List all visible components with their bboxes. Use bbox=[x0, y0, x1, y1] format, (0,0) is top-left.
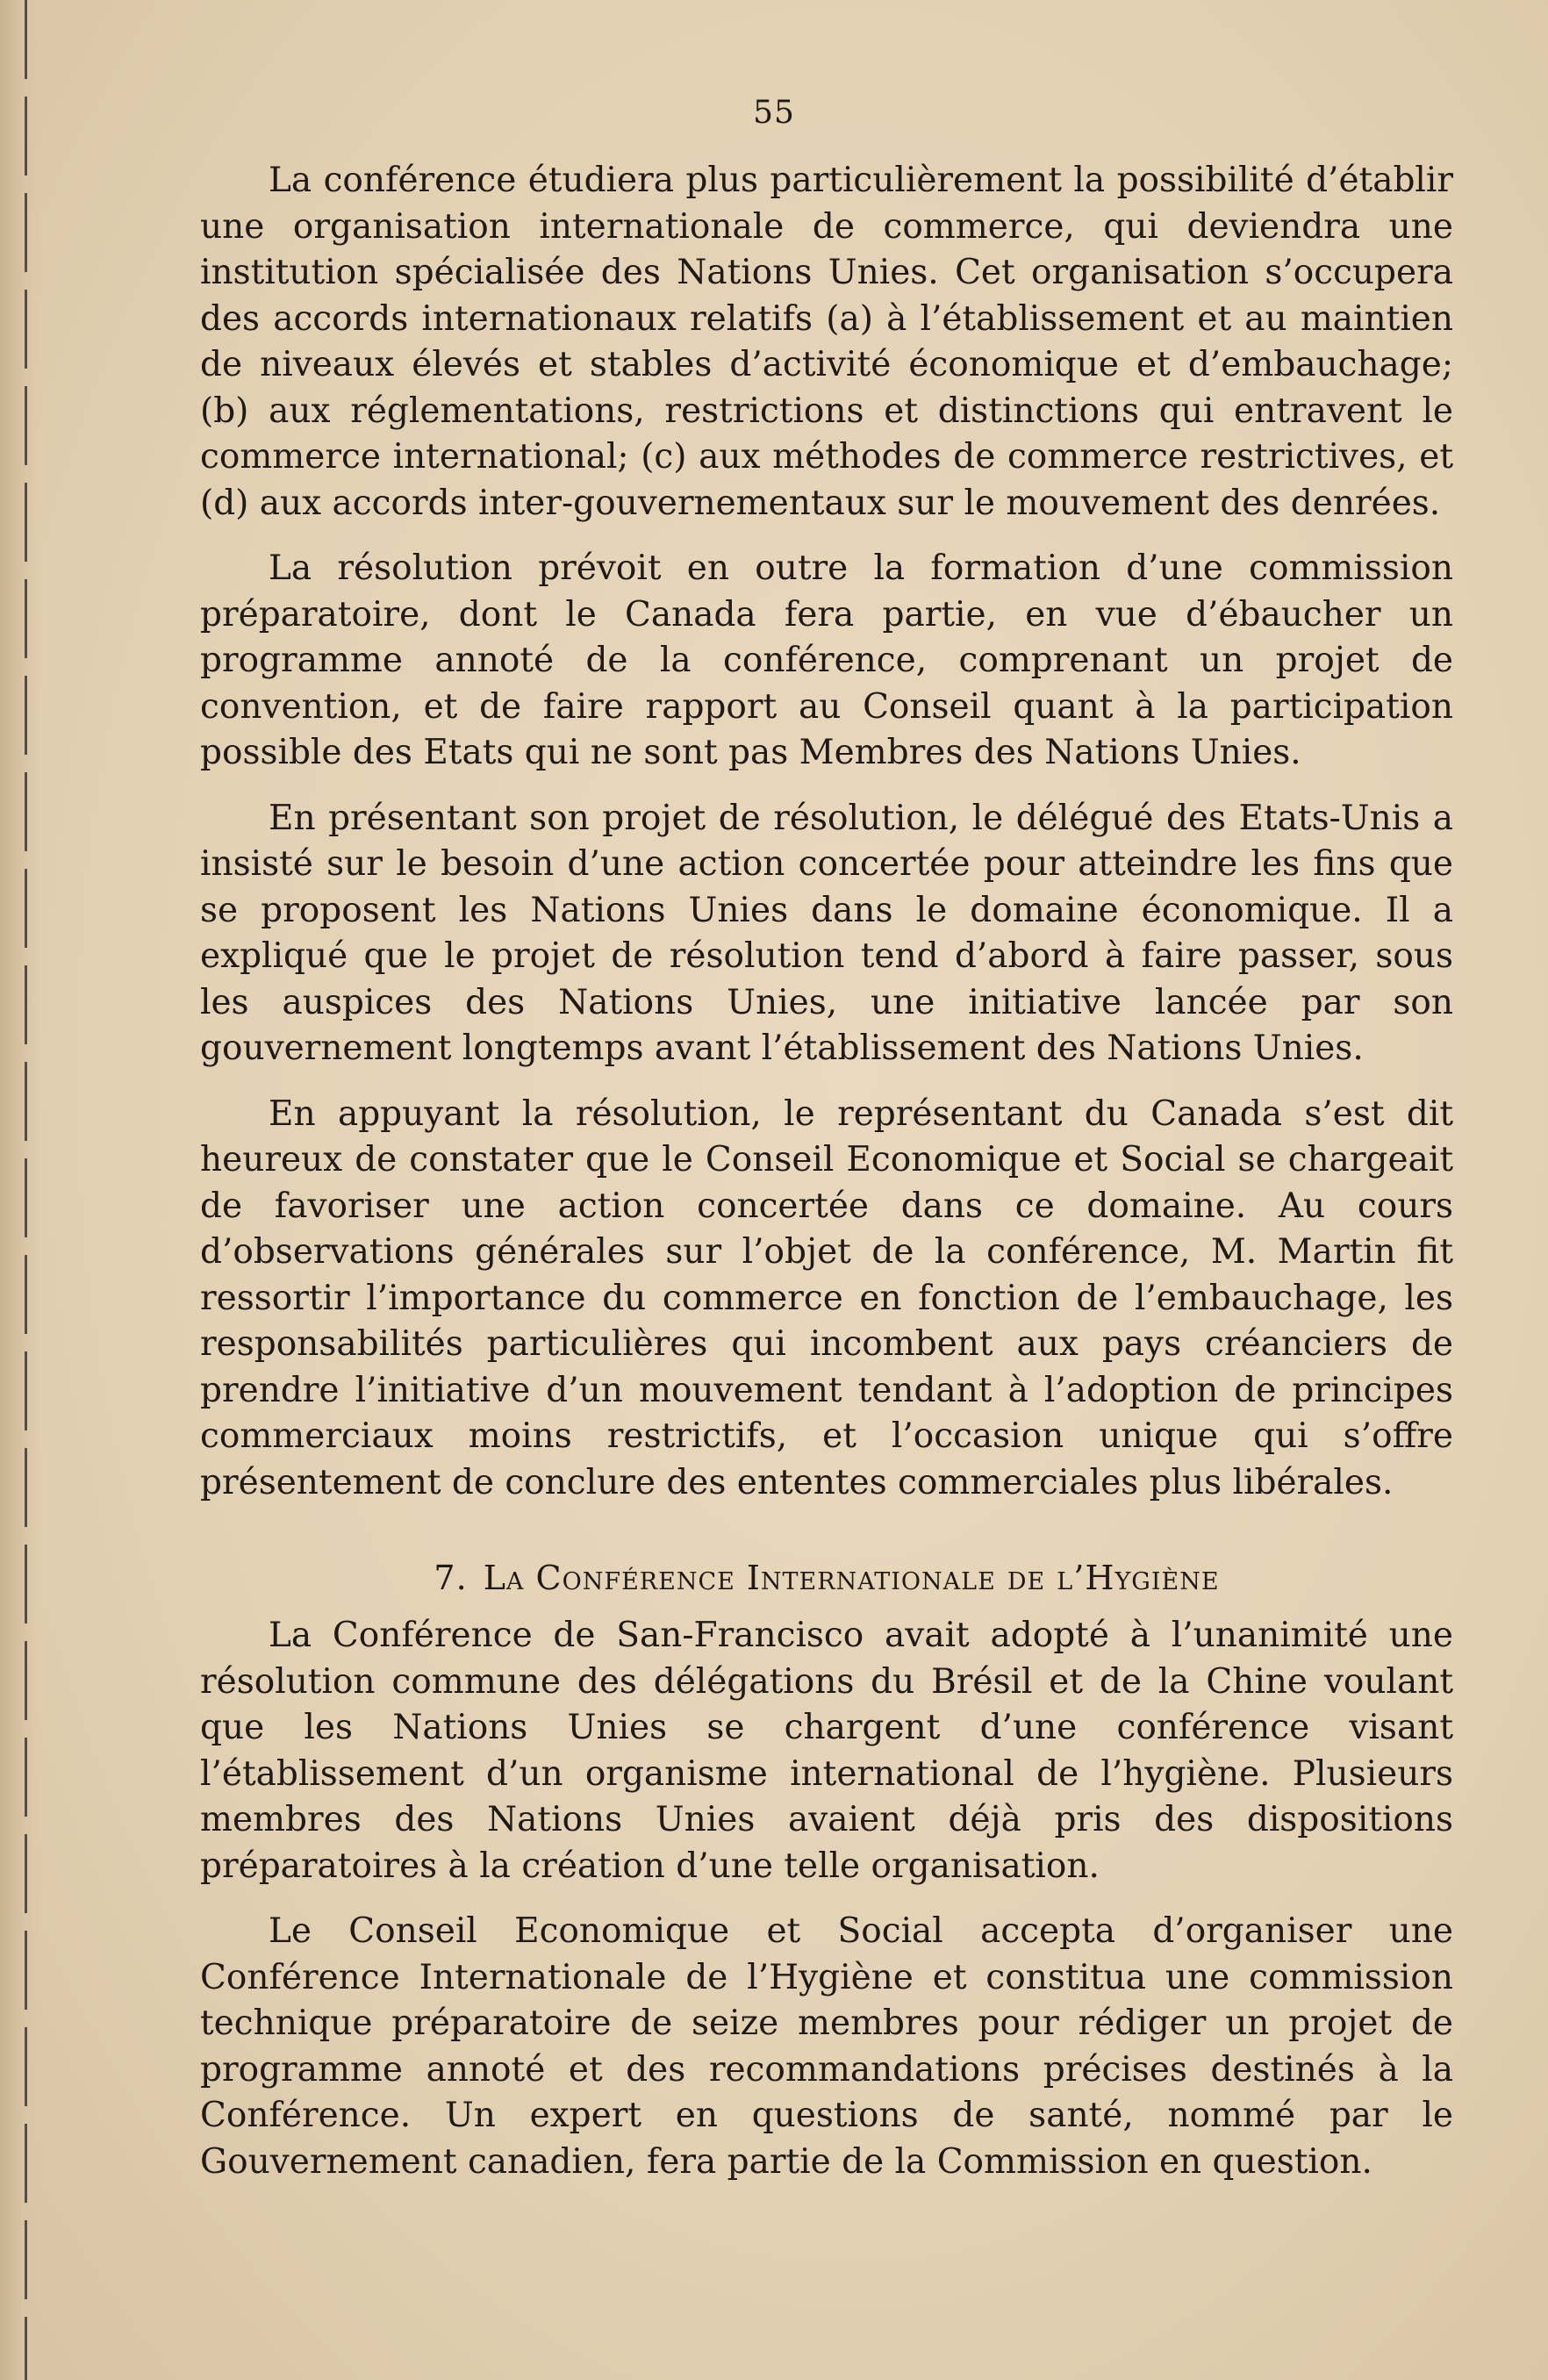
section-heading bbox=[200, 1555, 1453, 1601]
section-title: La Conférence Internationale de l’Hygiène bbox=[483, 1559, 1220, 1597]
paragraph-canada-representative: En appuyant la résolution, le représentant du Canada s’est dit heureux de constater que le Conseil Economique et Social se chargeait de favoriser une action concertée dans ce domaine. Au cours d’observations générales sur l’objet de la conférence, M. Martin fit ressortir l’importance du commerce en fonction de l’embauchage, les responsabilités particulières qui incombent aux pays créanciers de prendre l’initiative d’un mouvement tendant à l’adoption de principes commerciaux moins restrictifs, et l’occasion unique qui s’offre présentement de conclure des ententes commerciales plus libérales. bbox=[200, 1093, 1453, 1502]
paragraph-us-delegate: En présentant son projet de résolution, le délégué des Etats-Unis a insisté sur le besoin d’une action concertée pour atteindre les fins que se proposent les Nations Unies dans le domaine économique. Il a expliqué que le projet de résolution tend d’abord à faire passer, sous les auspices des Nations Unies, une initiative lancée par son gouvernement longtemps avant l’établissement des Nations Unies. bbox=[200, 798, 1453, 1068]
page-number: 55 bbox=[753, 95, 795, 131]
body-text bbox=[200, 158, 1453, 2204]
paragraph-preparatory-commission: La résolution prévoit en outre la formation d’une commission préparatoire, dont le Canada fera partie, en vue d’ébaucher un programme annoté de la conférence, comprenant un projet de convention, et de faire rapport au Conseil quant à la participation possible des Etats qui ne sont pas Membres des Nations Unies. bbox=[200, 548, 1453, 772]
binding-edge bbox=[25, 0, 27, 2380]
section-number: 7. bbox=[434, 1559, 468, 1597]
binding-shadow bbox=[0, 0, 39, 2380]
paragraph-trade-organization: La conférence étudiera plus particulièrement la possibilité d’établir une organisation internationale de commerce, qui deviendra une institution spécialisée des Nations Unies. Cet organisation s’occupera des accords internationaux relatifs (a) à l’établissement et au maintien de niveaux élevés et stables d’activité économique et d’embauchage; (b) aux réglementations, restrictions et distinctions qui entravent le commerce international; (c) aux méthodes de commerce restrictives, et (d) aux accords inter-gouvernementaux sur le mouvement des denrées. bbox=[200, 161, 1453, 523]
paragraph-san-francisco: La Conférence de San-Francisco avait adopté à l’unanimité une résolution commune des délégations du Brésil et de la Chine voulant que les Nations Unies se chargent d’une conférence visant l’établissement d’un organisme international de l’hygiène. Plusieurs membres des Nations Unies avaient déjà pris des dispositions préparatoires à la création d’une telle organisation. bbox=[200, 1616, 1453, 1886]
paragraph-health-conference: Le Conseil Economique et Social accepta d’organiser une Conférence Internationale de l’Hygiène et constitua une commission technique préparatoire de seize membres pour rédiger un projet de programme annoté et des recommandations précises destinés à la Conférence. Un expert en questions de santé, nommé par le Gouvernement canadien, fera partie de la Commission en question. bbox=[200, 1911, 1453, 2182]
